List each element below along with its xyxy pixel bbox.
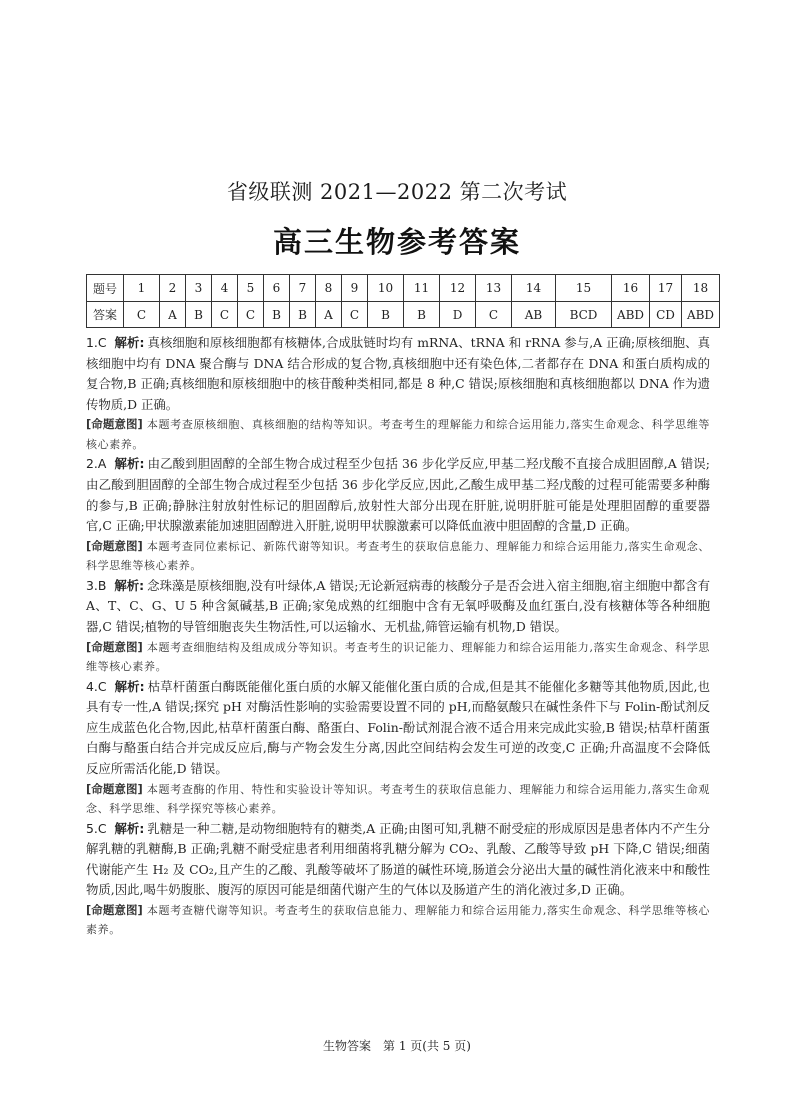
question-number-cell: 7 [290, 275, 316, 302]
question-explanation [86, 819, 710, 940]
analysis-label: 解析: [114, 820, 145, 836]
intent-text: 本题考查同位素标记、新陈代谢等知识。考查考生的获取信息能力、理解能力和综合运用能力,落实生命观念、科学思维等核心素养。 [86, 539, 710, 573]
answer-cell: AB [512, 302, 556, 328]
exam-title: 省级联测 2021—2022 第二次考试 [226, 180, 568, 204]
analysis-text: 念珠藻是原核细胞,没有叶绿体,A 错误;无论新冠病毒的核酸分子是否会进入宿主细胞,宿主细胞中都含有 A、T、C、G、U 5 种含氮碱基,B 正确;家兔成熟的红细胞中含有无氧呼吸酶及血红蛋白,没有核糖体等各种细胞器,C 错误;植物的导管细胞丧失生物活性,可以运输水、无机盐,筛管运输有机物,D 错误。 [86, 577, 710, 634]
analysis-text: 由乙酸到胆固醇的全部生物合成过程至少包括 36 步化学反应,甲基二羟戊酸不直接合成胆固醇,A 错误;由乙酸到胆固醇的全部生物合成过程至少包括 36 步化学反应,因此,乙酸生成甲基二羟戊酸的过程可能需要多种酶的参与,B 正确;静脉注射放射性标记的胆固醇后,放射性大部分出现在肝脏,说明肝脏可能是处理胆固醇的重要器官,C 正确;甲状腺激素能加速胆固醇进入肝脏,说明甲状腺激素可以降低血液中胆固醇的含量,D 正确。 [86, 456, 710, 534]
analysis-text: 枯草杆菌蛋白酶既能催化蛋白质的水解又能催化蛋白质的合成,但是其不能催化多糖等其他物质,因此,也具有专一性,A 错误;探究 pH 对酶活性影响的实验需要设置不同的 pH,而酪氨酸只在碱性条件下与 Folin-酚试剂反应生成蓝色化合物,因此,枯草杆菌蛋白酶、酪蛋白、Folin-酚试剂混合液不适合用来完成此实验,B 错误;枯草杆菌蛋白酶与酪蛋白结合并完成反应后,酶与产物会发生分离,因此空间结构会发生可逆的改变,C 正确;升高温度不会降低反应所需活化能,D 错误。 [86, 678, 710, 776]
answer-cell: C [124, 302, 160, 328]
analysis-text: 乳糖是一种二糖,是动物细胞特有的糖类,A 正确;由图可知,乳糖不耐受症的形成原因是患者体内不产生分解乳糖的乳糖酶,B 正确;乳糖不耐受症患者利用细菌将乳糖分解为 CO₂、乳酸、乙酸等导致 pH 下降,C 错误;细菌代谢能产生 H₂ 及 CO₂,且产生的乙酸、乳酸等破坏了肠道的碱性环境,肠道会分泌出大量的碱性消化液来中和酸性物质,因此,喝牛奶腹胀、腹泻的原因可能是细菌代谢产生的气体以及肠道产生的消化液过多,D 正确。 [86, 820, 710, 898]
intent-label: [命题意图] [86, 781, 143, 796]
answer-cell: BCD [556, 302, 612, 328]
question-number-row [87, 275, 720, 302]
intent-label: [命题意图] [86, 538, 143, 553]
question-answer: 3.B [86, 577, 107, 593]
answer-cell: C [342, 302, 368, 328]
intent-paragraph [86, 901, 710, 940]
answer-cell: B [368, 302, 404, 328]
question-answer: 1.C [86, 335, 107, 350]
analysis-paragraph [86, 677, 710, 780]
answer-key-table [86, 274, 720, 328]
document-title: 高三生物参考答案 [272, 225, 521, 259]
row-label-number: 题号 [87, 275, 124, 302]
question-number-cell: 5 [238, 275, 264, 302]
question-number-cell: 11 [404, 275, 440, 302]
analysis-label: 解析: [114, 335, 145, 350]
answer-cell: B [290, 302, 316, 328]
answer-cell: CD [650, 302, 682, 328]
question-answer: 4.C [86, 678, 107, 694]
answer-cell: C [476, 302, 512, 328]
question-number-cell: 4 [212, 275, 238, 302]
answer-cell: B [264, 302, 290, 328]
question-answer: 5.C [86, 820, 107, 836]
answer-cell: ABD [612, 302, 650, 328]
intent-text: 本题考查酶的作用、特性和实验设计等知识。考查考生的获取信息能力、理解能力和综合运用能力,落实生命观念、科学思维、科学探究等核心素养。 [86, 782, 710, 815]
analysis-paragraph [86, 576, 710, 638]
analysis-label: 解析: [114, 577, 145, 593]
intent-label: [命题意图] [86, 902, 143, 917]
question-number-cell: 16 [612, 275, 650, 302]
question-explanation [86, 576, 710, 677]
intent-text: 本题考查糖代谢等知识。考查考生的获取信息能力、理解能力和综合运用能力,落实生命观念、科学思维等核心素养。 [86, 903, 710, 937]
answer-cell: C [238, 302, 264, 328]
row-label-answer: 答案 [87, 302, 124, 328]
question-number-cell: 15 [556, 275, 612, 302]
question-number-cell: 9 [342, 275, 368, 302]
question-number-cell: 18 [682, 275, 720, 302]
question-explanation [86, 454, 710, 575]
intent-paragraph [86, 780, 710, 819]
question-answer: 2.A [86, 456, 107, 472]
analysis-text: 真核细胞和原核细胞都有核糖体,合成肽链时均有 mRNA、tRNA 和 rRNA 参与,A 正确;原核细胞、真核细胞中均有 DNA 聚合酶与 DNA 结合形成的复合物,真核细胞中还有染色体,二者都存在 DNA 和蛋白质构成的复合物,B 正确;真核细胞和原核细胞中的核苷酸种类相同,都是 8 种,C 错误;原核细胞和真核细胞都以 DNA 作为遗传物质,D 正确。 [86, 335, 710, 412]
analysis-paragraph [86, 454, 710, 536]
answer-cell: C [212, 302, 238, 328]
analysis-label: 解析: [114, 456, 145, 472]
intent-paragraph [86, 415, 710, 454]
analysis-paragraph [86, 333, 710, 415]
intent-text: 本题考查细胞结构及组成成分等知识。考查考生的识记能力、理解能力和综合运用能力,落实生命观念、科学思维等核心素养。 [86, 640, 710, 674]
question-number-cell: 10 [368, 275, 404, 302]
answer-cell: A [160, 302, 186, 328]
intent-paragraph [86, 638, 710, 677]
question-explanation [86, 333, 710, 454]
question-explanation [86, 677, 710, 819]
intent-label: [命题意图] [86, 417, 143, 432]
analysis-label: 解析: [114, 678, 145, 694]
question-number-cell: 12 [440, 275, 476, 302]
explanations [86, 333, 710, 940]
analysis-paragraph [86, 819, 710, 901]
question-number-cell: 3 [186, 275, 212, 302]
question-number-cell: 1 [124, 275, 160, 302]
intent-label: [命题意图] [86, 639, 143, 654]
answer-cell: B [186, 302, 212, 328]
answer-cell: ABD [682, 302, 720, 328]
question-number-cell: 8 [316, 275, 342, 302]
intent-text: 本题考查原核细胞、真核细胞的结构等知识。考查考生的理解能力和综合运用能力,落实生命观念、科学思维等核心素养。 [86, 418, 710, 451]
intent-paragraph [86, 537, 710, 576]
answer-cell: D [440, 302, 476, 328]
question-number-cell: 14 [512, 275, 556, 302]
answer-cell: B [404, 302, 440, 328]
answer-row [87, 302, 720, 328]
question-number-cell: 17 [650, 275, 682, 302]
question-number-cell: 6 [264, 275, 290, 302]
page-footer: 生物答案 第 1 页(共 5 页) [323, 1039, 471, 1053]
question-number-cell: 13 [476, 275, 512, 302]
answer-cell: A [316, 302, 342, 328]
question-number-cell: 2 [160, 275, 186, 302]
